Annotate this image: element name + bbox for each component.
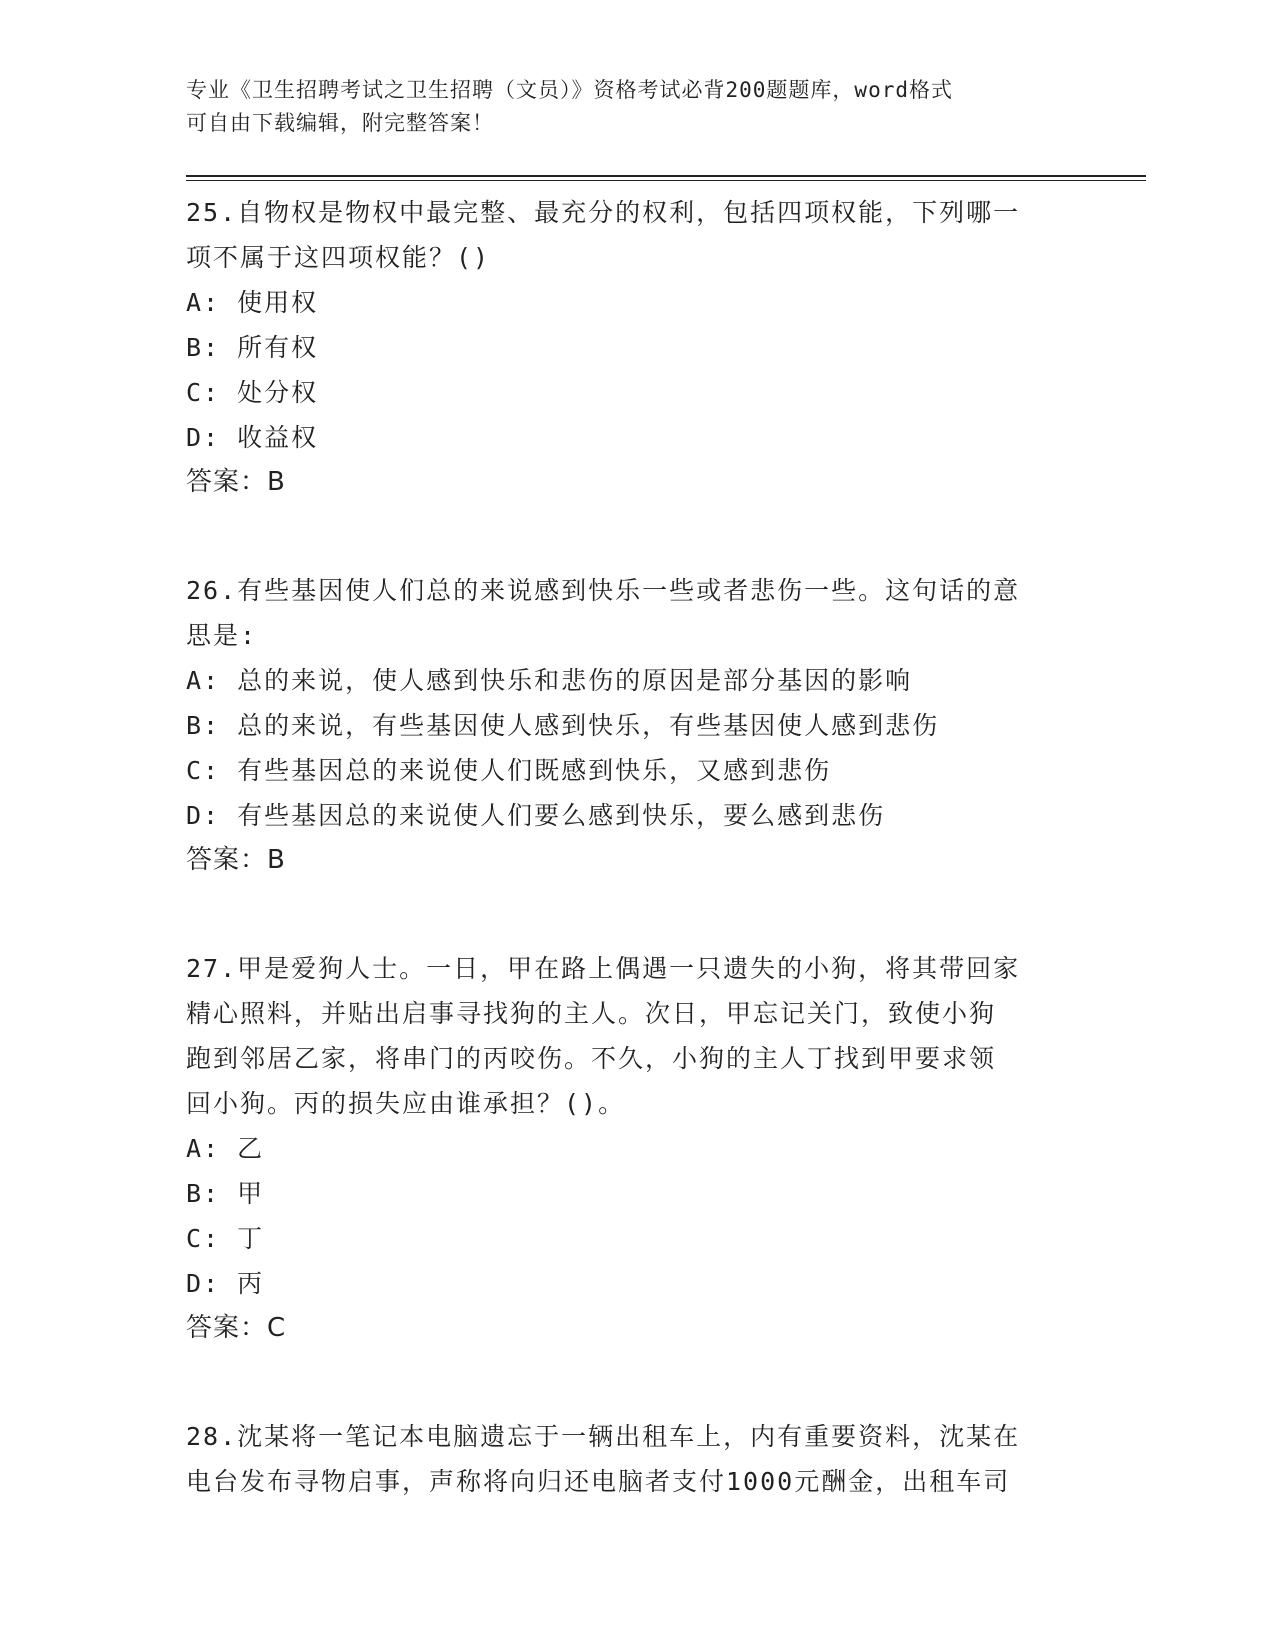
header-line-1: 专业《卫生招聘考试之卫生招聘（文员）》资格考试必背200题题库，word格式 xyxy=(186,78,953,102)
question-text-line: 思是: xyxy=(186,621,258,650)
question-spacer xyxy=(186,883,1086,946)
question-spacer xyxy=(186,1351,1086,1414)
option-a: A: 总的来说，使人感到快乐和悲伤的原因是部分基因的影响 xyxy=(186,666,913,695)
option-d: D: 收益权 xyxy=(186,423,319,452)
question-text-line: 26.有些基因使人们总的来说感到快乐一些或者悲伤一些。这句话的意 xyxy=(186,576,1021,605)
question-text-line: 25.自物权是物权中最完整、最充分的权利，包括四项权能，下列哪一 xyxy=(186,198,1021,227)
answer-line: 答案：B xyxy=(186,845,286,875)
question-25 xyxy=(186,190,1086,505)
answer-line: 答案：B xyxy=(186,467,286,497)
question-spacer xyxy=(186,505,1086,568)
question-list xyxy=(186,190,1086,1504)
question-28 xyxy=(186,1414,1086,1504)
option-c: C: 丁 xyxy=(186,1224,265,1253)
header-line-2: 可自由下载编辑，附完整答案！ xyxy=(186,111,494,135)
option-d: D: 丙 xyxy=(186,1269,265,1298)
question-text-line: 回小狗。丙的损失应由谁承担？()。 xyxy=(186,1089,626,1118)
question-text-line: 28.沈某将一笔记本电脑遗忘于一辆出租车上，内有重要资料，沈某在 xyxy=(186,1422,1021,1451)
header-divider-thick xyxy=(186,175,1146,177)
option-d: D: 有些基因总的来说使人们要么感到快乐，要么感到悲伤 xyxy=(186,801,886,830)
answer-line: 答案：C xyxy=(186,1313,287,1343)
option-a: A: 乙 xyxy=(186,1134,265,1163)
option-a: A: 使用权 xyxy=(186,288,319,317)
question-text-line: 27.甲是爱狗人士。一日，甲在路上偶遇一只遗失的小狗，将其带回家 xyxy=(186,954,1021,983)
option-b: B: 甲 xyxy=(186,1179,265,1208)
question-text-line: 精心照料，并贴出启事寻找狗的主人。次日，甲忘记关门，致使小狗 xyxy=(186,999,997,1028)
question-text-line: 项不属于这四项权能？() xyxy=(186,243,491,272)
option-b: B: 总的来说，有些基因使人感到快乐，有些基因使人感到悲伤 xyxy=(186,711,940,740)
header-divider-thin xyxy=(186,180,1146,181)
option-b: B: 所有权 xyxy=(186,333,319,362)
question-text-line: 电台发布寻物启事，声称将向归还电脑者支付1000元酬金，出租车司 xyxy=(186,1467,1011,1496)
question-text-line: 跑到邻居乙家，将串门的丙咬伤。不久，小狗的主人丁找到甲要求领 xyxy=(186,1044,997,1073)
option-c: C: 处分权 xyxy=(186,378,319,407)
document-header xyxy=(186,74,1066,140)
question-27 xyxy=(186,946,1086,1351)
option-c: C: 有些基因总的来说使人们既感到快乐，又感到悲伤 xyxy=(186,756,832,785)
question-26 xyxy=(186,568,1086,883)
